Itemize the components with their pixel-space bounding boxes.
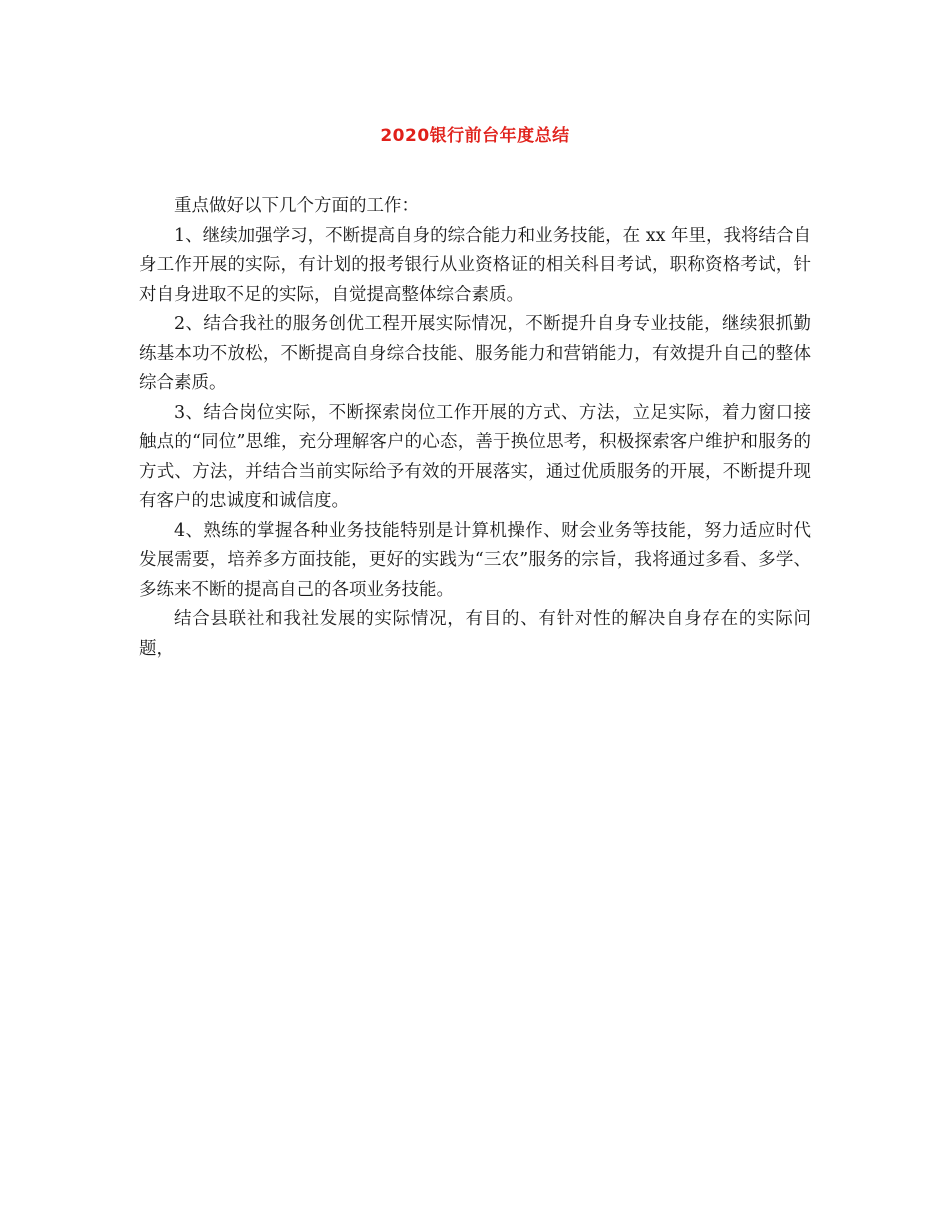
paragraph-item-3: 3、结合岗位实际，不断探索岗位工作开展的方式、方法，立足实际，着力窗口接触点的“同位”思维，充分理解客户的心态，善于换位思考，积极探索客户维护和服务的方式、方法，并结合当前实际给予有效的开展落实，通过优质服务的开展，不断提升现有客户的忠诚度和诚信度。 [139,402,811,511]
paragraph-conclusion: 结合县联社和我社发展的实际情况，有目的、有针对性的解决自身存在的实际问题， [139,609,811,659]
document-title: 2020银行前台年度总结 [380,126,570,146]
document-body [139,192,811,664]
paragraph-intro: 重点做好以下几个方面的工作： [174,196,419,216]
paragraph-item-1: 1、继续加强学习，不断提高自身的综合能力和业务技能，在 xx 年里，我将结合自身工作开展的实际，有计划的报考银行从业资格证的相关科目考试，职称资格考试，针对自身进取不足的实际，自觉提高整体综合素质。 [139,225,811,305]
paragraph-item-2: 2、结合我社的服务创优工程开展实际情况，不断提升自身专业技能，继续狠抓勤练基本功不放松，不断提高自身综合技能、服务能力和营销能力，有效提升自己的整体综合素质。 [139,314,811,393]
paragraph-item-4: 4、熟练的掌握各种业务技能特别是计算机操作、财会业务等技能，努力适应时代发展需要，培养多方面技能，更好的实践为“三农”服务的宗旨，我将通过多看、多学、多练来不断的提高自己的各项业务技能。 [139,520,811,600]
